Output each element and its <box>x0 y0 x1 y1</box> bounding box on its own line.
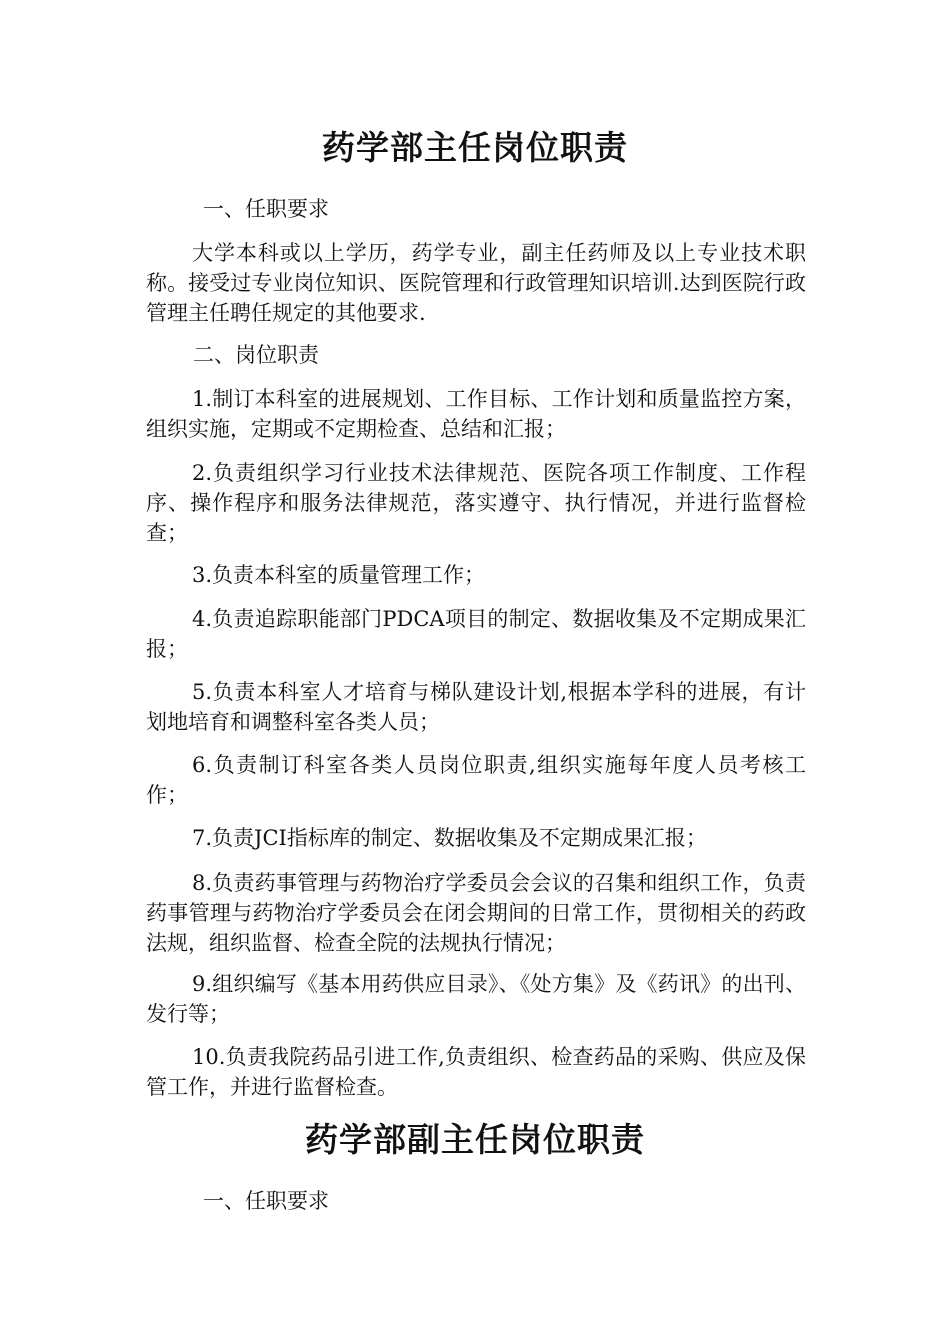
requirements-heading: 一、任职要求 <box>203 197 329 221</box>
duty-item: 5.负责本科室人才培育与梯队建设计划,根据本学科的进展，有计划地培育和调整科室各类人员； <box>146 680 806 734</box>
duties-heading: 二、岗位职责 <box>193 343 319 367</box>
duty-item: 7.负责JCI指标库的制定、数据收集及不定期成果汇报； <box>192 826 707 850</box>
duty-item: 3.负责本科室的质量管理工作； <box>192 563 486 587</box>
duty-item: 9.组织编写《基本用药供应目录》、《处方集》及《药讯》的出刊、发行等； <box>146 972 806 1026</box>
duty-item: 4.负责追踪职能部门PDCA项目的制定、数据收集及不定期成果汇报； <box>146 607 806 661</box>
section-title: 药学部副主任岗位职责 <box>305 1120 645 1159</box>
duty-item: 2.负责组织学习行业技术法律规范、医院各项工作制度、工作程序、操作程序和服务法律规范，落实遵守、执行情况，并进行监督检查； <box>146 461 806 545</box>
duty-item: 8.负责药事管理与药物治疗学委员会会议的召集和组织工作，负责药事管理与药物治疗学委员会在闭会期间的日常工作，贯彻相关的药政法规，组织监督、检查全院的法规执行情况； <box>146 871 806 955</box>
duty-item: 1.制订本科室的进展规划、工作目标、工作计划和质量监控方案，组织实施，定期或不定期检查、总结和汇报； <box>146 387 806 441</box>
requirements-text: 大学本科或以上学历，药学专业，副主任药师及以上专业技术职称。接受过专业岗位知识、医院管理和行政管理知识培训.达到医院行政管理主任聘任规定的其他要求. <box>146 241 806 325</box>
duty-item: 6.负责制订科室各类人员岗位职责,组织实施每年度人员考核工作； <box>146 753 806 807</box>
requirements-heading: 一、任职要求 <box>203 1189 329 1213</box>
page-title: 药学部主任岗位职责 <box>322 128 628 167</box>
duty-item: 10.负责我院药品引进工作,负责组织、检查药品的采购、供应及保管工作，并进行监督检查。 <box>146 1045 806 1099</box>
